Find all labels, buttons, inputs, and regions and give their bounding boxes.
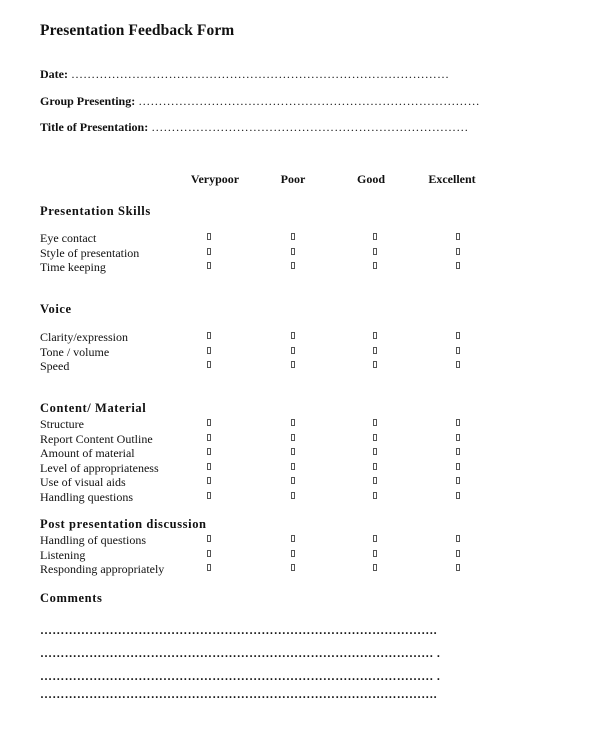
- criterion-label: Amount of material: [40, 446, 135, 460]
- rating-checkbox-poor[interactable]: [291, 477, 295, 484]
- rating-checkbox-good[interactable]: [373, 448, 377, 455]
- rating-row: [0, 490, 600, 504]
- title-of-presentation-blank: ……………………………………………………………………: [151, 120, 469, 134]
- criterion-label: Time keeping: [40, 260, 106, 274]
- rating-checkbox-very-poor[interactable]: [207, 434, 211, 441]
- rating-checkbox-good[interactable]: [373, 419, 377, 426]
- criterion-label: Clarity/expression: [40, 330, 128, 344]
- rating-checkbox-excellent[interactable]: [456, 332, 460, 339]
- column-excellent: Excellent: [428, 172, 476, 186]
- rating-checkbox-poor[interactable]: [291, 535, 295, 542]
- section-title-voice: Voice: [40, 302, 72, 316]
- rating-row: [0, 231, 600, 245]
- rating-row: [0, 260, 600, 274]
- criterion-label: Handling of questions: [40, 533, 146, 547]
- criterion-label: Use of visual aids: [40, 475, 126, 489]
- rating-checkbox-very-poor[interactable]: [207, 477, 211, 484]
- rating-row: [0, 475, 600, 489]
- rating-checkbox-very-poor[interactable]: [207, 248, 211, 255]
- rating-row: [0, 432, 600, 446]
- title-of-presentation-field: [40, 120, 468, 135]
- rating-checkbox-poor[interactable]: [291, 262, 295, 269]
- date-label: Date:: [40, 67, 68, 81]
- rating-checkbox-excellent[interactable]: [456, 347, 460, 354]
- rating-checkbox-poor[interactable]: [291, 248, 295, 255]
- rating-row: [0, 345, 600, 359]
- rating-checkbox-very-poor[interactable]: [207, 492, 211, 499]
- rating-checkbox-poor[interactable]: [291, 434, 295, 441]
- rating-checkbox-poor[interactable]: [291, 347, 295, 354]
- rating-checkbox-excellent[interactable]: [456, 564, 460, 571]
- title-of-presentation-label: Title of Presentation:: [40, 120, 149, 134]
- rating-checkbox-very-poor[interactable]: [207, 564, 211, 571]
- rating-checkbox-very-poor[interactable]: [207, 332, 211, 339]
- criterion-label: Structure: [40, 417, 84, 431]
- rating-checkbox-good[interactable]: [373, 492, 377, 499]
- rating-checkbox-excellent[interactable]: [456, 535, 460, 542]
- section-title-content-material: Content/ Material: [40, 401, 147, 415]
- rating-checkbox-poor[interactable]: [291, 233, 295, 240]
- section-title-presentation-skills: Presentation Skills: [40, 204, 151, 218]
- comment-line-2: …………………………………………………………………………………… .: [40, 646, 441, 660]
- comments-title: Comments: [40, 591, 103, 605]
- rating-checkbox-poor[interactable]: [291, 419, 295, 426]
- column-poor: Poor: [280, 172, 306, 186]
- criterion-label: Eye contact: [40, 231, 97, 245]
- rating-checkbox-good[interactable]: [373, 535, 377, 542]
- rating-row: [0, 548, 600, 562]
- date-field: [40, 67, 449, 82]
- date-blank: …………………………………………………………………………………: [70, 67, 450, 81]
- rating-checkbox-excellent[interactable]: [456, 477, 460, 484]
- column-very-poor: Verypoor: [190, 172, 240, 186]
- rating-checkbox-good[interactable]: [373, 463, 377, 470]
- rating-checkbox-excellent[interactable]: [456, 419, 460, 426]
- rating-checkbox-good[interactable]: [373, 361, 377, 368]
- rating-checkbox-excellent[interactable]: [456, 361, 460, 368]
- rating-checkbox-excellent[interactable]: [456, 550, 460, 557]
- comment-line-1: …………………………………………………………………………………….: [40, 623, 437, 637]
- rating-row: [0, 562, 600, 576]
- comment-line-4: …………………………………………………………………………………….: [40, 687, 437, 701]
- rating-row: [0, 533, 600, 547]
- criterion-label: Listening: [40, 547, 86, 562]
- criterion-label: Speed: [40, 359, 70, 373]
- group-presenting-blank: …………………………………………………………………………: [138, 94, 480, 108]
- column-good: Good: [356, 172, 385, 186]
- rating-checkbox-good[interactable]: [373, 262, 377, 269]
- rating-row: [0, 417, 600, 431]
- rating-checkbox-very-poor[interactable]: [207, 361, 211, 368]
- rating-checkbox-good[interactable]: [373, 347, 377, 354]
- rating-checkbox-very-poor[interactable]: [207, 419, 211, 426]
- criterion-label: Style of presentation: [40, 245, 140, 260]
- rating-checkbox-very-poor[interactable]: [207, 448, 211, 455]
- group-presenting-field: [40, 94, 480, 109]
- rating-checkbox-good[interactable]: [373, 564, 377, 571]
- rating-row: [0, 359, 600, 373]
- rating-row: [0, 446, 600, 460]
- comment-line-3: …………………………………………………………………………………… .: [40, 669, 441, 683]
- rating-checkbox-very-poor[interactable]: [207, 535, 211, 542]
- rating-row: [0, 330, 600, 344]
- rating-checkbox-good[interactable]: [373, 434, 377, 441]
- rating-checkbox-excellent[interactable]: [456, 463, 460, 470]
- rating-checkbox-excellent[interactable]: [456, 448, 460, 455]
- rating-row: [0, 246, 600, 260]
- rating-checkbox-poor[interactable]: [291, 564, 295, 571]
- rating-checkbox-poor[interactable]: [291, 463, 295, 470]
- rating-checkbox-poor[interactable]: [291, 550, 295, 557]
- rating-checkbox-poor[interactable]: [291, 448, 295, 455]
- rating-checkbox-good[interactable]: [373, 550, 377, 557]
- rating-checkbox-excellent[interactable]: [456, 248, 460, 255]
- rating-checkbox-poor[interactable]: [291, 361, 295, 368]
- rating-checkbox-good[interactable]: [373, 477, 377, 484]
- rating-checkbox-very-poor[interactable]: [207, 262, 211, 269]
- rating-checkbox-very-poor[interactable]: [207, 347, 211, 354]
- rating-checkbox-excellent[interactable]: [456, 262, 460, 269]
- rating-checkbox-excellent[interactable]: [456, 233, 460, 240]
- rating-checkbox-poor[interactable]: [291, 492, 295, 499]
- section-title-post-presentation-discussion: Post presentation discussion: [40, 517, 207, 531]
- rating-checkbox-excellent[interactable]: [456, 434, 460, 441]
- rating-checkbox-very-poor[interactable]: [207, 233, 211, 240]
- criterion-label: Handling questions: [40, 489, 133, 504]
- criterion-label: Report Content Outline: [40, 431, 153, 446]
- rating-checkbox-very-poor[interactable]: [207, 463, 211, 470]
- rating-checkbox-excellent[interactable]: [456, 492, 460, 499]
- group-presenting-label: Group Presenting:: [40, 94, 136, 108]
- rating-checkbox-poor[interactable]: [291, 332, 295, 339]
- rating-checkbox-very-poor[interactable]: [207, 550, 211, 557]
- criterion-label: Level of appropriateness: [40, 460, 159, 475]
- rating-row: [0, 461, 600, 475]
- rating-checkbox-good[interactable]: [373, 332, 377, 339]
- form-title: Presentation Feedback Form: [40, 22, 235, 39]
- rating-checkbox-good[interactable]: [373, 233, 377, 240]
- rating-checkbox-good[interactable]: [373, 248, 377, 255]
- criterion-label: Tone / volume: [40, 344, 110, 359]
- criterion-label: Responding appropriately: [40, 562, 165, 576]
